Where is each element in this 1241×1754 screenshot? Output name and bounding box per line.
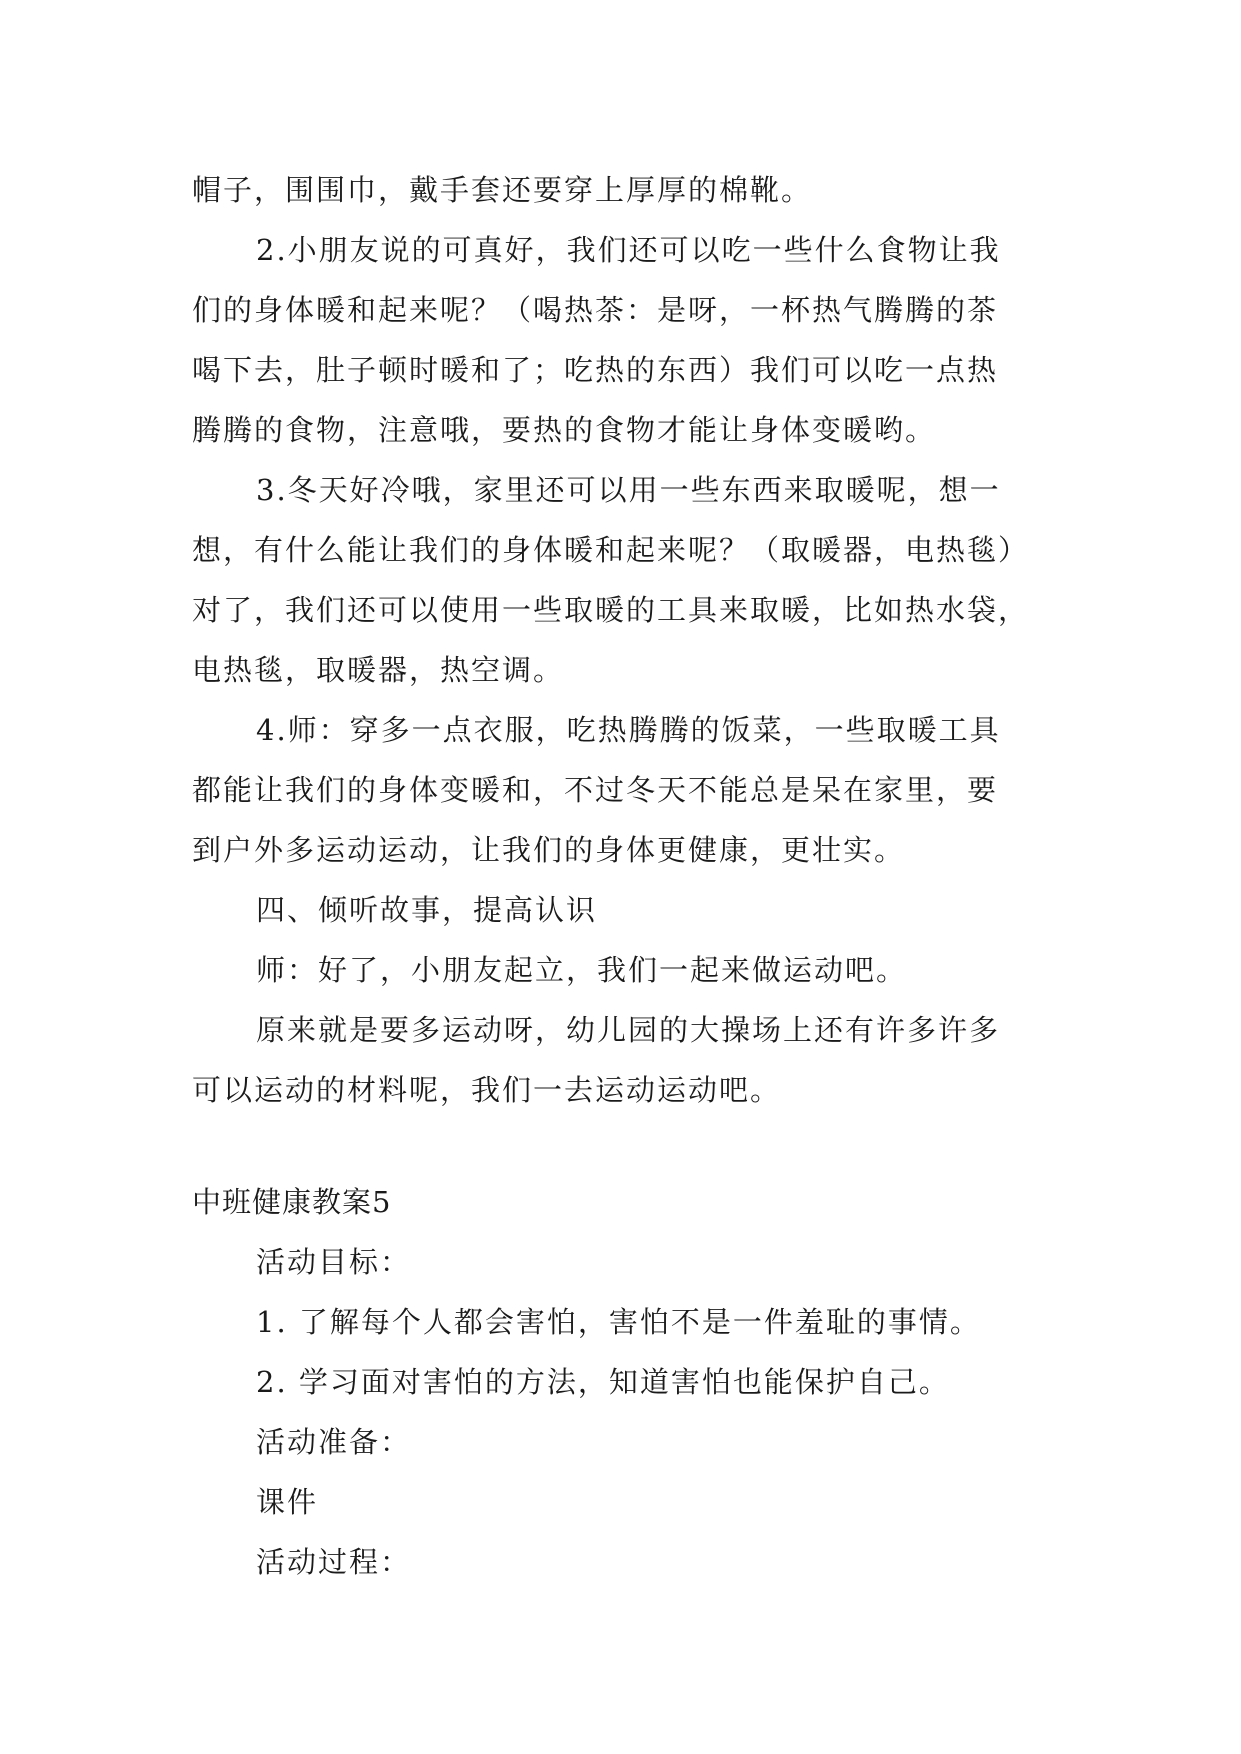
- activity-goal-heading: 活动目标：: [256, 1245, 412, 1279]
- paragraph-line: 们的身体暖和起来呢？（喝热茶：是呀，一杯热气腾腾的茶: [192, 293, 999, 327]
- paragraph-line: 想，有什么能让我们的身体暖和起来呢？（取暖器，电热毯）: [192, 533, 1030, 567]
- paragraph-line: 腾腾的食物，注意哦，要热的食物才能让身体变暖哟。: [192, 413, 937, 447]
- section-gap: [192, 1120, 1052, 1172]
- paragraph-line: 到户外多运动运动，让我们的身体更健康，更壮实。: [192, 833, 906, 867]
- activity-goal-item: 1. 了解每个人都会害怕，害怕不是一件羞耻的事情。: [256, 1305, 981, 1339]
- document-body: [192, 160, 1052, 1592]
- paragraph-line: 2.小朋友说的可真好，我们还可以吃一些什么食物让我: [256, 233, 1001, 267]
- activity-process-heading: 活动过程：: [256, 1545, 412, 1579]
- section-heading-line: 四、倾听故事，提高认识: [256, 893, 598, 927]
- paragraph-line: 原来就是要多运动呀，幼儿园的大操场上还有许多许多: [256, 1013, 1001, 1047]
- paragraph-line: 4.师：穿多一点衣服，吃热腾腾的饭菜，一些取暖工具: [256, 713, 1001, 747]
- paragraph-line: 喝下去，肚子顿时暖和了；吃热的东西）我们可以吃一点热: [192, 353, 999, 387]
- activity-prep-heading: 活动准备：: [256, 1425, 412, 1459]
- paragraph-line: 帽子，围围巾，戴手套还要穿上厚厚的棉靴。: [192, 173, 813, 207]
- paragraph-line: 师：好了，小朋友起立，我们一起来做运动吧。: [256, 953, 908, 987]
- paragraph-line: 可以运动的材料呢，我们一去运动运动吧。: [192, 1073, 782, 1107]
- activity-prep-item: 课件: [256, 1485, 319, 1519]
- paragraph-line: 3.冬天好冷哦，家里还可以用一些东西来取暖呢，想一: [256, 473, 1001, 507]
- paragraph-line: 都能让我们的身体变暖和，不过冬天不能总是呆在家里，要: [192, 773, 999, 807]
- paragraph-line: 对了，我们还可以使用一些取暖的工具来取暖，比如热水袋，: [192, 593, 1030, 627]
- paragraph-line: 电热毯，取暖器，热空调。: [192, 653, 565, 687]
- activity-goal-item: 2. 学习面对害怕的方法，知道害怕也能保护自己。: [256, 1365, 950, 1399]
- section-title: 中班健康教案5: [192, 1185, 392, 1219]
